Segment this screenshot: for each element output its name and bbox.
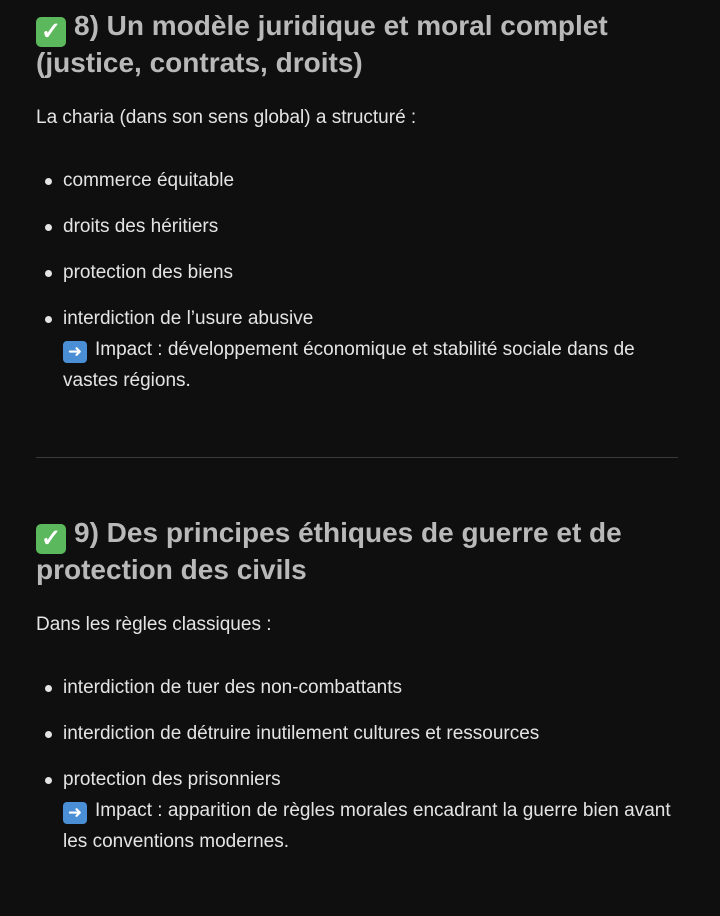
bullet-icon: [45, 224, 52, 231]
list-item-text: interdiction de l’usure abusive: [63, 308, 314, 329]
section-9-impact: [63, 795, 678, 857]
list-item-text: commerce équitable: [63, 170, 235, 191]
bullet-icon: [45, 178, 52, 185]
section-8: [36, 10, 678, 391]
arrow-right-icon: ➜: [63, 802, 87, 824]
section-8-heading: [36, 10, 678, 78]
section-9: [36, 517, 678, 852]
check-mark-icon: ✓: [36, 524, 66, 554]
bullet-icon: [45, 685, 52, 692]
list-item: [36, 672, 678, 703]
check-mark-icon: ✓: [36, 17, 66, 47]
list-item-text: protection des biens: [63, 262, 234, 283]
list-item-text: droits des héritiers: [63, 216, 219, 237]
bullet-icon: [45, 777, 52, 784]
section-divider: [36, 457, 678, 458]
list-item-text: interdiction de détruire inutilement cultures et ressources: [63, 723, 540, 744]
section-8-impact: [63, 334, 678, 396]
section-8-intro: La charia (dans son sens global) a structuré :: [36, 107, 417, 128]
bullet-icon: [45, 316, 52, 323]
section-8-list: [36, 165, 678, 411]
section-9-heading-text: 9) Des principes éthiques de guerre et de protection des civils: [36, 517, 622, 585]
list-item: [36, 303, 678, 396]
section-9-impact-text: Impact : apparition de règles morales encadrant la guerre bien avant les conventions modernes.: [63, 800, 671, 852]
section-9-heading: [36, 517, 678, 585]
bullet-icon: [45, 270, 52, 277]
list-item: [36, 257, 678, 288]
section-8-heading-text: 8) Un modèle juridique et moral complet (justice, contrats, droits): [36, 10, 608, 78]
list-item: [36, 718, 678, 749]
list-item: [36, 211, 678, 242]
list-item: [36, 165, 678, 196]
section-9-intro: Dans les règles classiques :: [36, 614, 272, 635]
arrow-right-icon: ➜: [63, 341, 87, 363]
section-9-list: [36, 672, 678, 872]
list-item-text: interdiction de tuer des non-combattants: [63, 677, 403, 698]
list-item: [36, 764, 678, 857]
section-8-impact-text: Impact : développement économique et stabilité sociale dans de vastes régions.: [63, 339, 635, 391]
list-item-text: protection des prisonniers: [63, 769, 281, 790]
bullet-icon: [45, 731, 52, 738]
